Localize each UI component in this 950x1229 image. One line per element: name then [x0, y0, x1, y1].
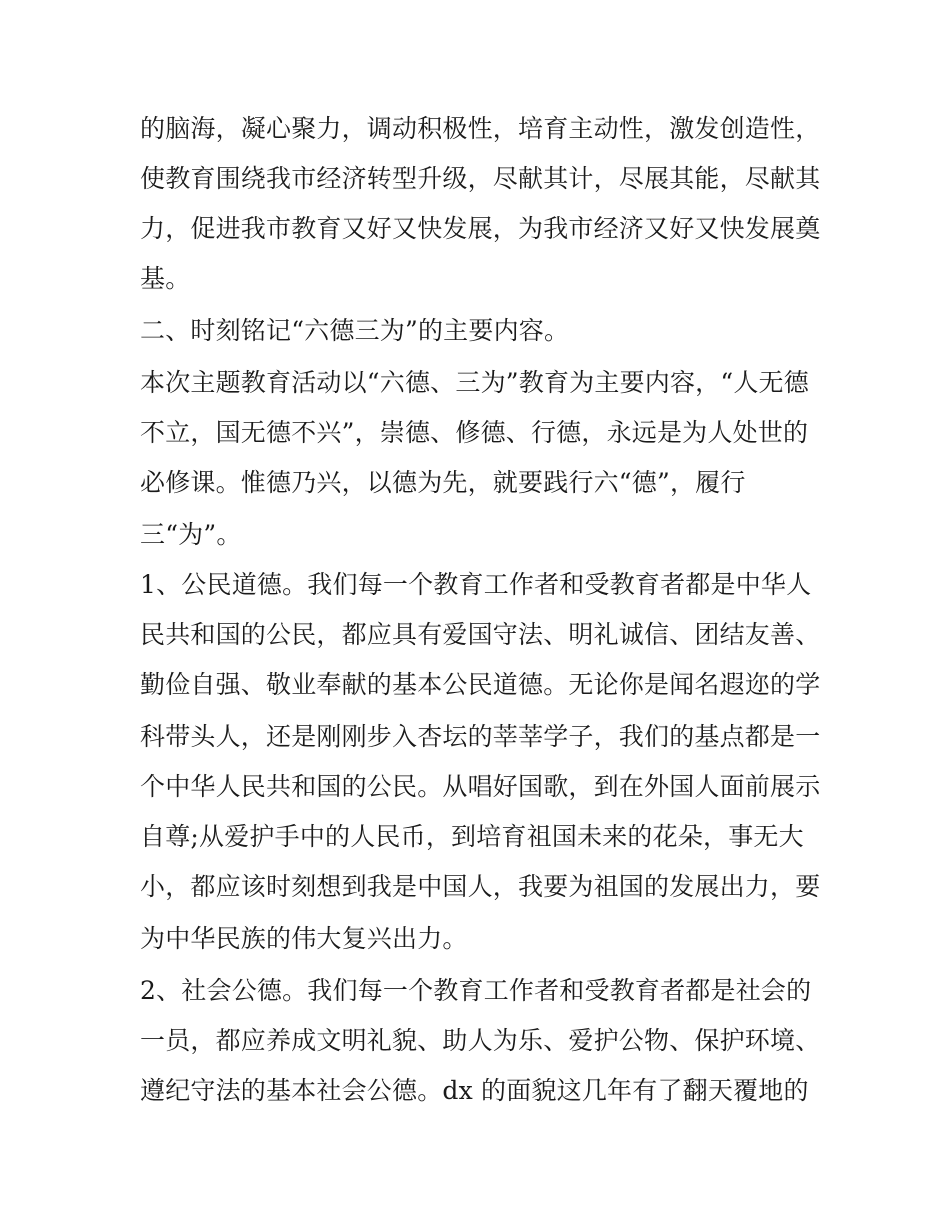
text-line: 科带头人，还是刚刚步入杏坛的莘莘学子，我们的基点都是一	[140, 722, 821, 751]
text-line: 基。	[140, 264, 191, 293]
text-line: 本次主题教育活动以“六德、三为”教育为主要内容，“人无德	[140, 368, 809, 397]
text-line: 不立，国无德不兴”，崇德、修德、行德，永远是为人处世的	[140, 418, 809, 447]
text-line: 小，都应该时刻想到我是中国人，我要为祖国的发展出力，要	[140, 872, 821, 901]
text-line: 遵纪守法的基本社会公德。dx 的面貌这几年有了翻天覆地的	[140, 1076, 809, 1105]
text-line: 勤俭自强、敬业奉献的基本公民道德。无论你是闻名遐迩的学	[140, 670, 821, 699]
text-line: 的脑海，凝心聚力，调动积极性，培育主动性，激发创造性，	[140, 114, 821, 143]
text-line: 三“为”。	[140, 520, 242, 549]
section-heading: 二、时刻铭记“六德三为”的主要内容。	[140, 316, 570, 345]
text-line: 民共和国的公民，都应具有爱国守法、明礼诚信、团结友善、	[140, 620, 821, 649]
text-line: 一员，都应养成文明礼貌、助人为乐、爱护公物、保护环境、	[140, 1026, 821, 1055]
text-line: 自尊;从爱护手中的人民币，到培育祖国未来的花朵，事无大	[140, 822, 804, 851]
text-line: 为中华民族的伟大复兴出力。	[140, 924, 468, 953]
text-line: 必修课。惟德乃兴，以德为先，就要践行六“德”，履行	[140, 468, 746, 497]
text-line: 2、社会公德。我们每一个教育工作者和受教育者都是社会的	[140, 976, 812, 1005]
text-line: 1、公民道德。我们每一个教育工作者和受教育者都是中华人	[140, 570, 812, 599]
text-line: 个中华人民共和国的公民。从唱好国歌，到在外国人面前展示	[140, 772, 821, 801]
text-line: 力，促进我市教育又好又快发展，为我市经济又好又快发展奠	[140, 214, 821, 243]
text-line: 使教育围绕我市经济转型升级，尽献其计，尽展其能，尽献其	[140, 164, 821, 193]
